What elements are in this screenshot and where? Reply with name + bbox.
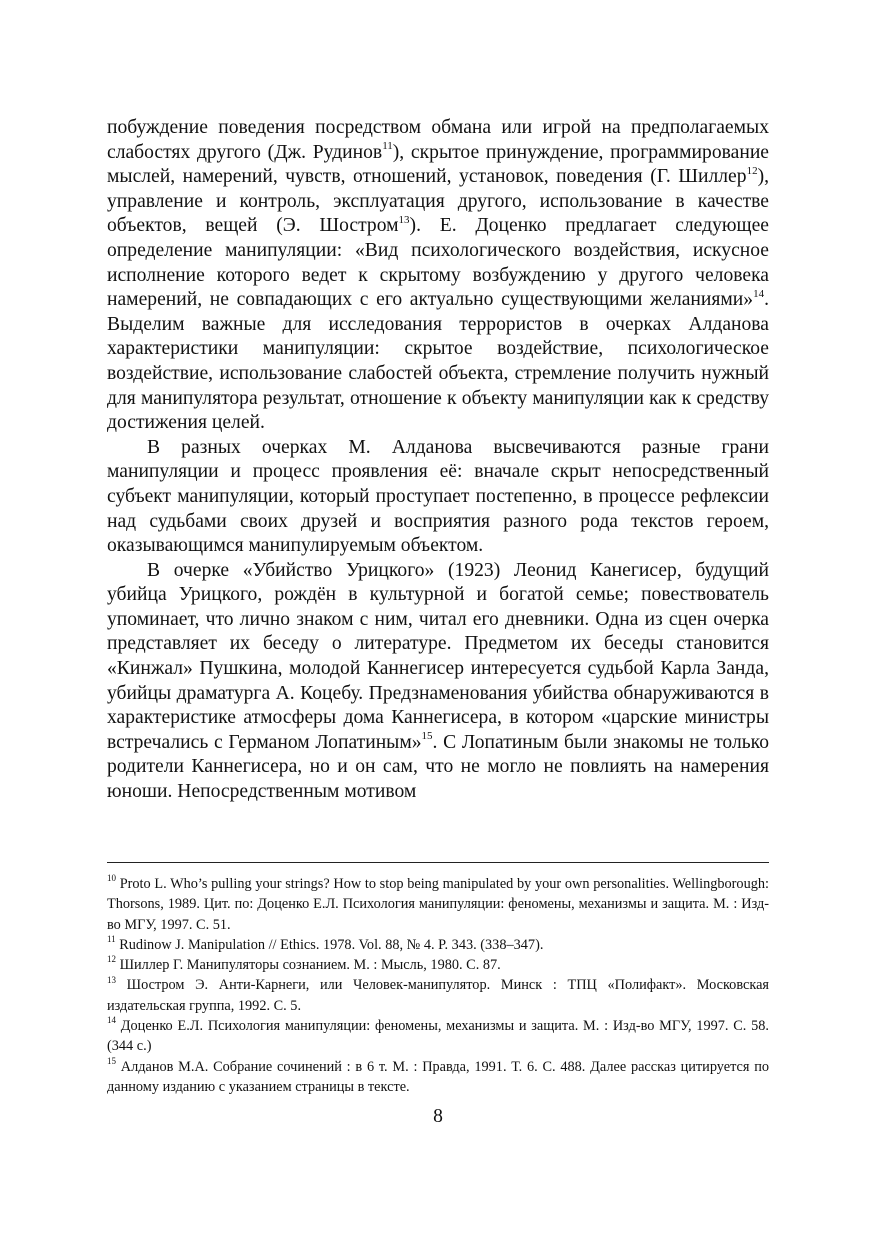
paragraph-2 (107, 436, 769, 559)
text-run: В разных очерках М. Алданова высвечиваются разные грани манипуляции и процесс проявления её: вначале скрыт непосредственный субъект манипуляции, который проступает постепенно, в процессе рефлексии над судьбами своих друзей и восприятия разного рода текстов героем, оказывающимся манипулируемым объектом. (107, 436, 769, 557)
footnote-14 (107, 1016, 769, 1057)
text-run: . С Лопатиным были знакомы не только родители Каннегисера, но и он сам, что не могло не повлиять на намерения юноши. Непосредственным мотивом (107, 731, 769, 803)
footnote-11 (107, 935, 769, 955)
paragraph-3 (107, 559, 769, 805)
footnote-ref-14[interactable]: 14 (753, 287, 765, 300)
footnote-number: 15 (107, 1055, 116, 1066)
footnote-separator (107, 862, 769, 863)
footnote-ref-11[interactable]: 11 (382, 140, 393, 153)
footnote-12 (107, 955, 769, 975)
footnote-number: 10 (107, 873, 116, 884)
footnote-number: 12 (107, 954, 116, 965)
text-run: ), скрытое принуждение, программирование мыслей, намерений, чувств, отношений, установок, поведения (Г. Шиллер (107, 141, 769, 188)
text-run: . Выделим важные для исследования террористов в очерках Алданова характеристики манипуляции: скрытое воздействие, психологическое воздействие, использование слабостей объекта, стремление получить нужный для манипулятора результат, отношение к объекту манипуляции как к средству достижения целей. (107, 289, 769, 434)
footnotes (107, 874, 769, 1097)
footnote-text: Шиллер Г. Манипуляторы сознанием. М. : Мысль, 1980. С. 87. (116, 957, 501, 974)
footnote-text: Алданов М.А. Собрание сочинений : в 6 т. М. : Правда, 1991. Т. 6. С. 488. Далее рассказ цитируется по данному изданию с указанием страницы в тексте. (107, 1058, 769, 1095)
footnote-ref-15[interactable]: 15 (421, 730, 433, 743)
text-run: В очерке «Убийство Урицкого» (1923) Леонид Канегисер, будущий убийца Урицкого, рождён в культурной и богатой семье; повествователь упоминает, что лично знаком с ним, читал его дневники. Одна из сцен очерка представляет их беседу о литературе. Предметом их беседы становится «Кинжал» Пушкина, молодой Каннегисер интересуется судьбой Карла Занда, убийцы драматурга А. Коцебу. Предзнаменования убийства обнаруживаются в характеристике атмосферы дома Каннегисера, в котором «царские министры встречались с Германом Лопатиным» (107, 559, 769, 753)
text-run: побуждение поведения посредством обмана или игрой на предполагаемых слабостях другого (Дж. Рудинов (107, 117, 769, 163)
footnote-number: 13 (107, 974, 116, 985)
text-run: ), управление и контроль, эксплуатация другого, использование в качестве объектов, вещей (Э. Шостром (107, 166, 769, 237)
main-text (107, 116, 769, 805)
footnote-text: Rudinow J. Manipulation // Ethics. 1978. Vol. 88, № 4. P. 343. (338–347). (115, 936, 544, 953)
footnote-ref-13[interactable]: 13 (398, 213, 410, 226)
footnote-15 (107, 1057, 769, 1098)
paragraph-1 (107, 116, 769, 436)
footnote-text: Proto L. Who’s pulling your strings? How to stop being manipulated by your own personalities. Wellingborough: Thorsons, 1989. Цит. по: Доценко Е.Л. Психология манипуляции: феномены, механизмы и защита. М. : Изд-во МГУ, 1997. С. 51. (107, 876, 769, 933)
footnote-text: Шостром Э. Анти-Карнеги, или Человек-манипулятор. Минск : ТПЦ «Полифакт». Московская издательская группа, 1992. С. 5. (107, 977, 769, 1014)
text-run: ). Е. Доценко предлагает следующее определение манипуляции: «Вид психологического воздействия, искусное исполнение которого ведет к скрытому возбуждению у другого человека намерений, не совпадающих с его актуально существующими желаниями» (107, 215, 769, 311)
page-number: 8 (433, 1106, 443, 1127)
footnote-13 (107, 975, 769, 1016)
footnote-number: 11 (107, 934, 116, 945)
footnote-text: Доценко Е.Л. Психология манипуляции: феномены, механизмы и защита. М. : Изд-во МГУ, 1997. С. 58. (344 с.) (107, 1018, 769, 1055)
footnote-ref-12[interactable]: 12 (746, 164, 758, 177)
footnote-number: 14 (107, 1015, 116, 1026)
footnote-10 (107, 874, 769, 935)
